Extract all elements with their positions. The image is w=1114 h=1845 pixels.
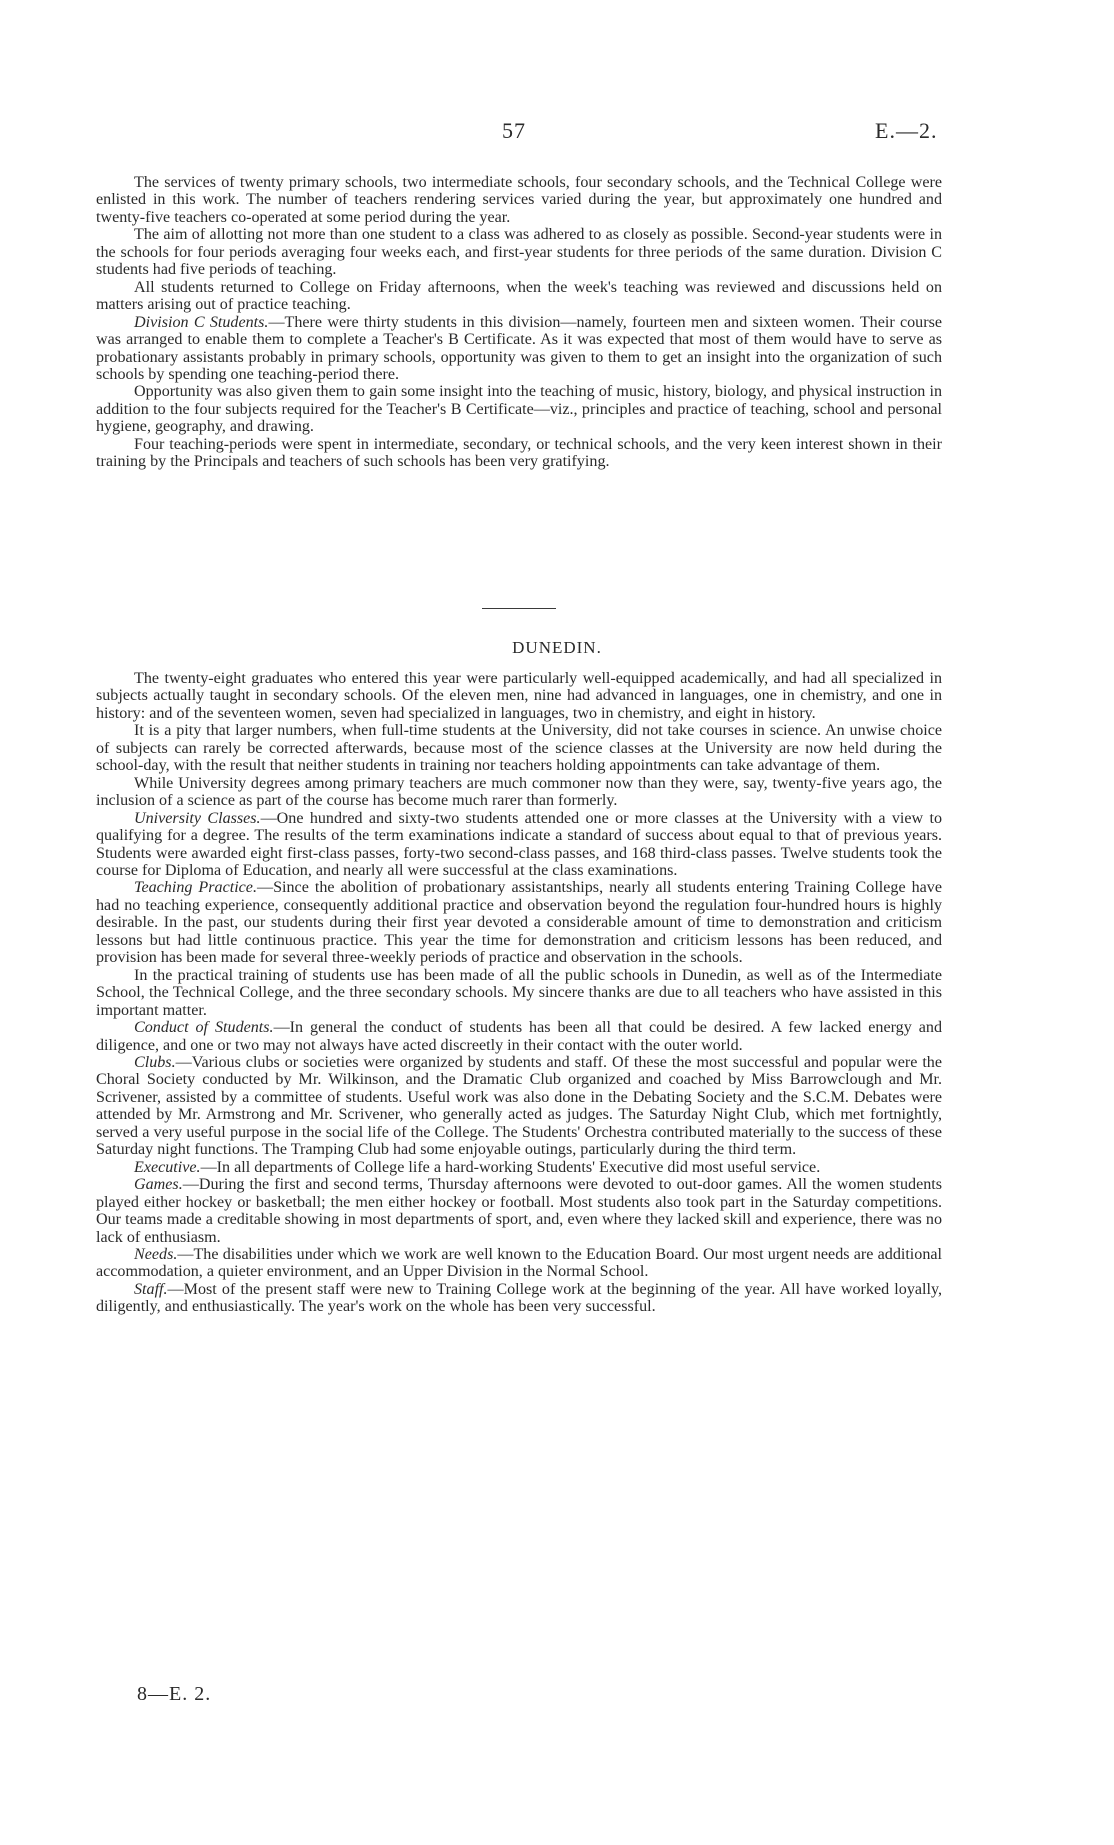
paragraph	[96, 436, 942, 471]
paragraph-text: It is a pity that larger numbers, when full-time students at the University, did not take courses in science. An unwise choice of subjects can rarely be corrected afterwards, because most of the science classes at the University are now held during the school-day, with the result that neither students in training nor teachers holding appointments can take advantage of them.	[96, 722, 942, 775]
paragraph-text: —There were thirty students in this division—namely, fourteen men and sixteen women. Their course was arranged to enable them to complete a Teacher's B Certificate. As it was expected that most of them would have to serve as probationary assistants probably in primary schools, opportunity was given to them to get an insight into the organization of such schools by spending one teaching-period there.	[96, 313, 942, 383]
paragraph	[96, 1281, 942, 1316]
paragraph-text: Four teaching-periods were spent in intermediate, secondary, or technical schools, and the very keen interest shown in their training by the Principals and teachers of such schools has been very gratifying.	[96, 435, 942, 471]
paragraph-lead: Needs.	[134, 1245, 178, 1263]
section-divider	[482, 608, 556, 609]
paragraph-lead: Conduct of Students.	[134, 1019, 274, 1037]
paragraph	[96, 670, 942, 722]
paragraph	[96, 1054, 942, 1159]
paragraph-text: All students returned to College on Friday afternoons, when the week's teaching was reviewed and discussions held on matters arising out of practice teaching.	[96, 278, 942, 314]
paragraph	[96, 810, 942, 880]
paragraph-lead: Executive.	[134, 1158, 201, 1176]
section-heading-dunedin: DUNEDIN.	[512, 638, 602, 657]
paragraph-text: —One hundred and sixty-two students attended one or more classes at the University with a view to qualifying for a degree. The results of the term examinations indicate a standard of success about equal to that of previous years. Students were awarded eight first-class passes, forty-two second-class passes, and 168 third-class passes. Twelve students took the course for Diploma of Education, and nearly all were successful at the class examinations.	[96, 809, 942, 879]
paragraph-lead: Division C Students.	[134, 313, 269, 331]
paragraph-lead: Staff.	[134, 1280, 168, 1298]
paragraph-text: In the practical training of students use has been made of all the public schools in Dunedin, as well as of the Intermediate School, the Technical College, and the three secondary schools. My sincere thanks are due to all teachers who have assisted in this important matter.	[96, 966, 942, 1019]
paragraph	[96, 314, 942, 384]
paragraph-lead: University Classes.	[134, 809, 261, 827]
paragraph-text: —In all departments of College life a hard-working Students' Executive did most useful service.	[200, 1158, 821, 1176]
paragraph	[96, 967, 942, 1019]
paragraph	[96, 722, 942, 774]
paragraph-text: —The disabilities under which we work are well known to the Education Board. Our most urgent needs are additional accommodation, a quieter environment, and an Upper Division in the Normal School.	[96, 1245, 942, 1281]
paragraph-text: —In general the conduct of students has been all that could be desired. A few lacked energy and diligence, and one or two may not always have acted discreetly in their contact with the outer world.	[96, 1019, 942, 1054]
paragraph	[96, 1019, 942, 1054]
paragraph-lead: Teaching Practice.	[134, 879, 257, 897]
paragraph-lead: Games.	[134, 1176, 183, 1194]
paragraph-text: —Various clubs or societies were organized by students and staff. Of these the most successful and popular were the Choral Society conducted by Mr. Wilkinson, and the Dramatic Club organized and coached by Miss Barrowclough and Mr. Scrivener, assisted by a committee of students. Useful work was also done in the Debating Society and the S.C.M. Debates were attended by Mr. Armstrong and Mr. Scrivener, who generally acted as judges. The Saturday Night Club, which met fortnightly, served a very useful purpose in the social life of the College. The Students' Orchestra contributed materially to the success of these Saturday night functions. The Tramping Club had some enjoyable outings, particularly during the third term.	[96, 1053, 942, 1159]
paragraph-text: The aim of allotting not more than one student to a class was adhered to as closely as possible. Second-year students were in the schools for four periods averaging four weeks each, and first-year students for three periods of the same duration. Division C students had five periods of teaching.	[96, 226, 942, 279]
paragraph-lead: Clubs.	[134, 1053, 176, 1071]
paragraph	[96, 879, 942, 966]
paragraph	[96, 1176, 942, 1246]
section-dunedin-body	[96, 670, 942, 1316]
paragraph	[96, 383, 942, 435]
paragraph-text: While University degrees among primary teachers are much commoner now than they were, say, twenty-five years ago, the inclusion of a science as part of the course has become much rarer than formerly.	[96, 774, 942, 810]
paragraph-text: The services of twenty primary schools, two intermediate schools, four secondary schools, and the Technical College were enlisted in this work. The number of teachers rendering services varied during the year, but approximately one hundred and twenty-five teachers co-operated at some period during the year.	[96, 174, 942, 226]
signature-mark: 8—E. 2.	[137, 1683, 212, 1705]
paragraph	[96, 226, 942, 278]
paragraph-text: —During the first and second terms, Thursday afternoons were devoted to out-door games. All the women students played either hockey or basketball; the men either hockey or football. Most students also took part in the Saturday competitions. Our teams made a creditable showing in most departments of sport, and, even where they lacked skill and experience, there was no lack of enthusiasm.	[96, 1176, 942, 1246]
paragraph	[96, 279, 942, 314]
document-reference: E.—2.	[875, 118, 938, 143]
paragraph	[96, 174, 942, 226]
paragraph-text: Opportunity was also given them to gain some insight into the teaching of music, history, biology, and physical instruction in addition to the four subjects required for the Teacher's B Certificate—viz., principles and practice of teaching, school and personal hygiene, geography, and drawing.	[96, 383, 942, 436]
paragraph	[96, 1159, 942, 1176]
page-number: 57	[502, 118, 526, 143]
paragraph-text: The twenty-eight graduates who entered this year were particularly well-equipped academically, and had all specialized in subjects actually taught in secondary schools. Of the eleven men, nine had advanced in languages, one in chemistry, and one in history: and of the seventeen women, seven had specialized in languages, two in chemistry, and eight in history.	[96, 670, 942, 722]
paragraph	[96, 775, 942, 810]
paragraph-text: —Since the abolition of probationary assistantships, nearly all students entering Training College have had no teaching experience, consequently additional practice and observation beyond the regulation four-hundred hours is highly desirable. In the past, our students during their first year devoted a considerable amount of time to demonstration and criticism lessons but had little continuous practice. This year the time for demonstration and criticism lessons has been reduced, and provision has been made for several three-weekly periods of practice and observation in the schools.	[96, 879, 942, 967]
paragraph-text: —Most of the present staff were new to Training College work at the beginning of the year. All have worked loyally, diligently, and enthusiastically. The year's work on the whole has been very successful.	[96, 1280, 942, 1316]
paragraph	[96, 1246, 942, 1281]
section-one-body	[96, 174, 942, 471]
